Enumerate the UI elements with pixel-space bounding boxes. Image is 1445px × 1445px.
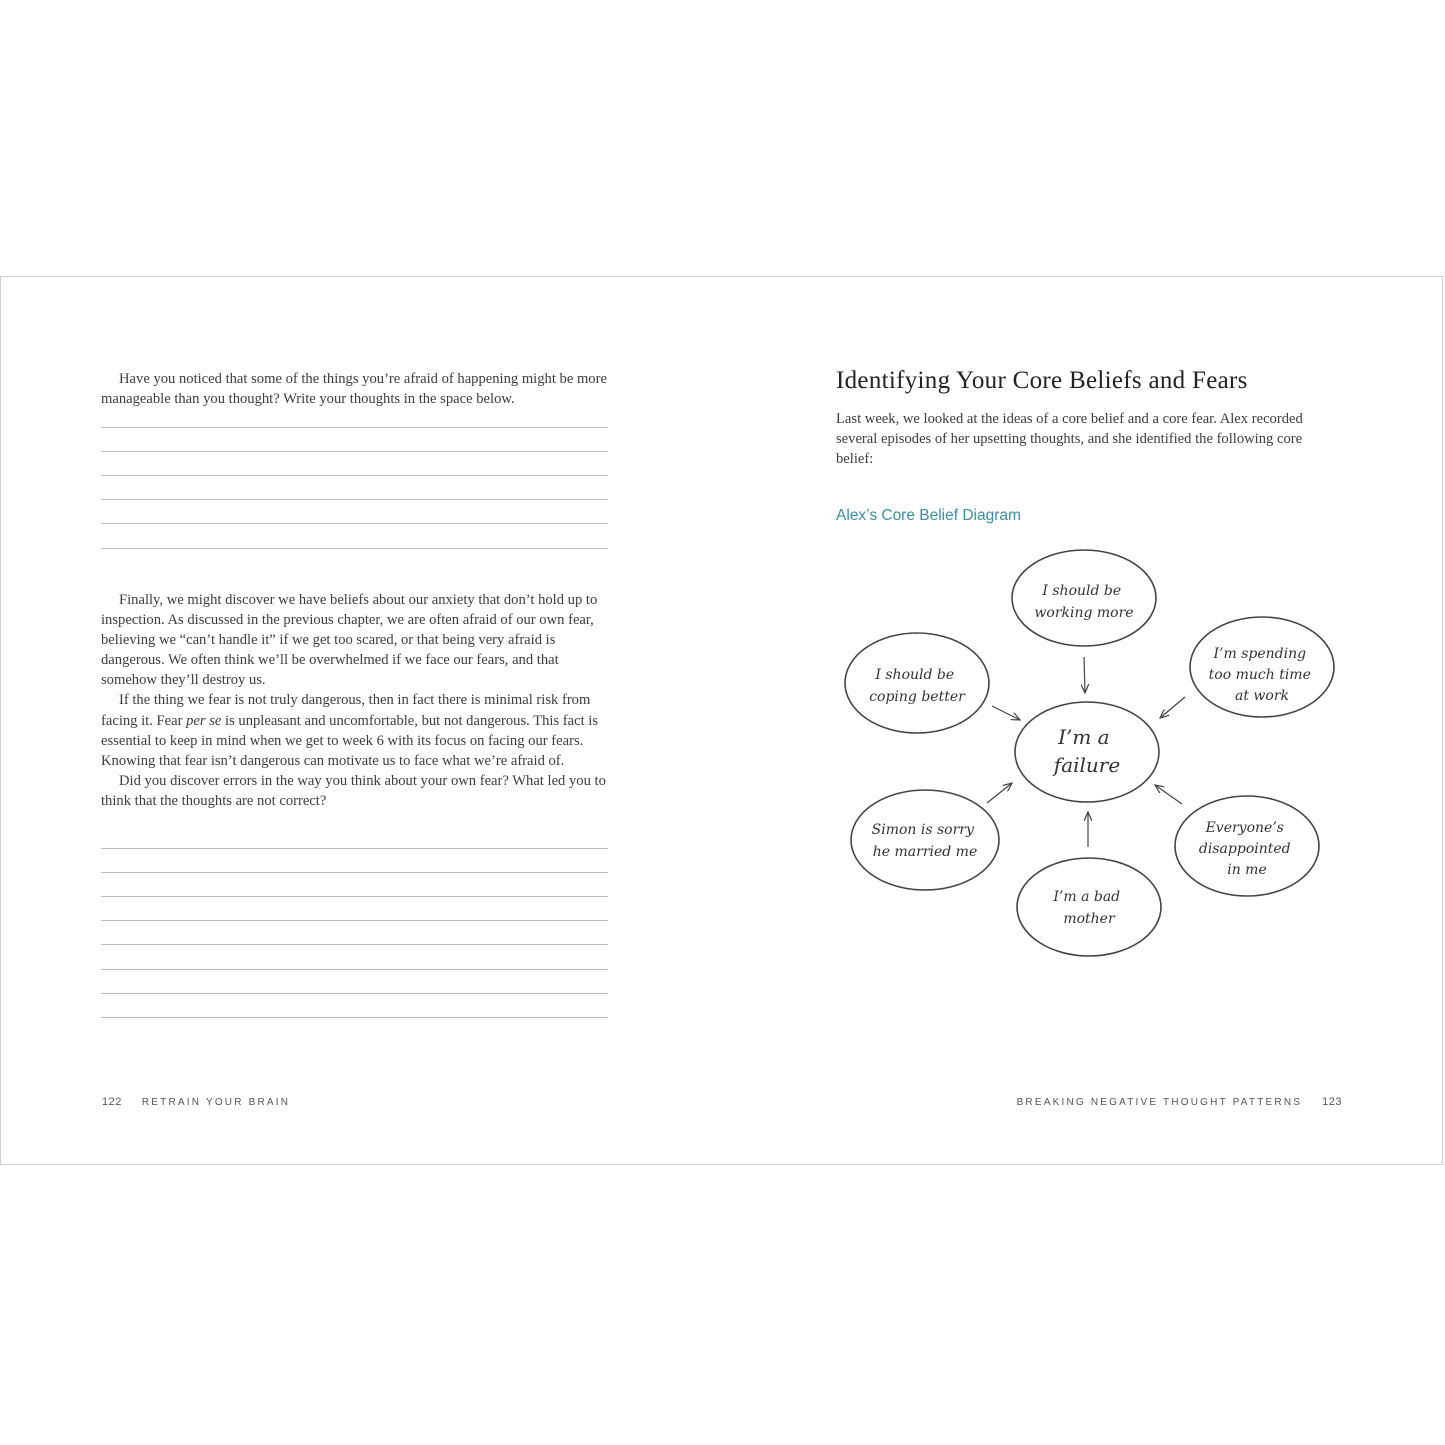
belief-bottom-left: Simon is sorry he married me <box>871 822 978 860</box>
belief-bottom: I’m a bad mother <box>1053 889 1121 927</box>
right-folio <box>1017 1096 1342 1108</box>
paragraph-text: If the thing we fear is not truly dangerous, then in fact there is minimal risk from facing it. Fear <box>101 692 591 729</box>
core-belief-diagram <box>830 540 1340 970</box>
writing-line <box>101 404 608 428</box>
writing-lines-2 <box>101 825 608 1018</box>
writing-line <box>101 921 608 945</box>
writing-line <box>101 970 608 994</box>
center-ellipse <box>1015 702 1159 802</box>
writing-line <box>101 994 608 1018</box>
writing-line <box>101 452 608 476</box>
writing-line <box>101 500 608 524</box>
diagram-title: Alex’s Core Belief Diagram <box>836 507 1021 524</box>
arrow <box>987 783 1012 803</box>
running-title: BREAKING NEGATIVE THOUGHT PATTERNS <box>1016 1097 1303 1108</box>
writing-line <box>101 476 608 500</box>
paragraph-text: is unpleasant and uncomfortable, but not dangerous. This fact is essential to keep in mind when we get to week 6 with its focus on facing our fears. Knowing that fear isn’t dangerous can motivate us to face what we’re afraid of. <box>101 712 599 769</box>
arrow <box>1155 785 1182 804</box>
writing-line <box>101 524 608 548</box>
page-number: 123 <box>1322 1096 1342 1108</box>
page-number: 122 <box>102 1096 122 1108</box>
writing-line <box>101 825 608 849</box>
section-heading: Identifying Your Core Beliefs and Fears <box>836 367 1248 394</box>
left-folio <box>102 1096 290 1108</box>
writing-line <box>101 849 608 873</box>
top-left-ellipse <box>845 633 989 733</box>
paragraph-text: Did you discover errors in the way you think about your own fear? What led you to think that the thoughts are not correct? <box>101 772 606 809</box>
italic-phrase: per se <box>186 712 222 729</box>
running-title: RETRAIN YOUR BRAIN <box>141 1097 291 1108</box>
belief-top-right: I’m spending too much time at work <box>1208 646 1311 704</box>
writing-lines-1 <box>101 404 608 549</box>
arrow <box>992 706 1020 720</box>
belief-center: I’m a failure <box>1053 725 1121 777</box>
belief-top-left: I should be coping better <box>869 667 965 705</box>
bottom-left-ellipse <box>851 790 999 890</box>
arrow <box>1160 697 1185 718</box>
writing-line <box>101 897 608 921</box>
paragraph-text: Have you noticed that some of the things you’re afraid of happening might be more manageable than you thought? Write your thoughts in the space below. <box>101 371 607 408</box>
belief-bottom-right: Everyone’s disappointed in me <box>1198 820 1291 878</box>
paragraph-beliefs-about-anxiety <box>101 590 609 811</box>
belief-top: I should be working more <box>1034 583 1134 621</box>
intro-paragraph: Last week, we looked at the ideas of a core belief and a core fear. Alex recorded several episodes of her upsetting thoughts, and she identified the following core belief: <box>836 411 1303 468</box>
writing-line <box>101 428 608 452</box>
arrow <box>1084 657 1085 693</box>
writing-line <box>101 945 608 969</box>
bottom-ellipse <box>1017 858 1161 956</box>
paragraph-text: Finally, we might discover we have beliefs about our anxiety that don’t hold up to inspection. As discussed in the previous chapter, we are often afraid of our own fear, believing we “can’t handle it” if we get too scared, or that being very afraid is dangerous. We often think we’ll be overwhelmed if we face our fears, and that somehow they’ll destroy us. <box>101 592 598 689</box>
writing-line <box>101 873 608 897</box>
